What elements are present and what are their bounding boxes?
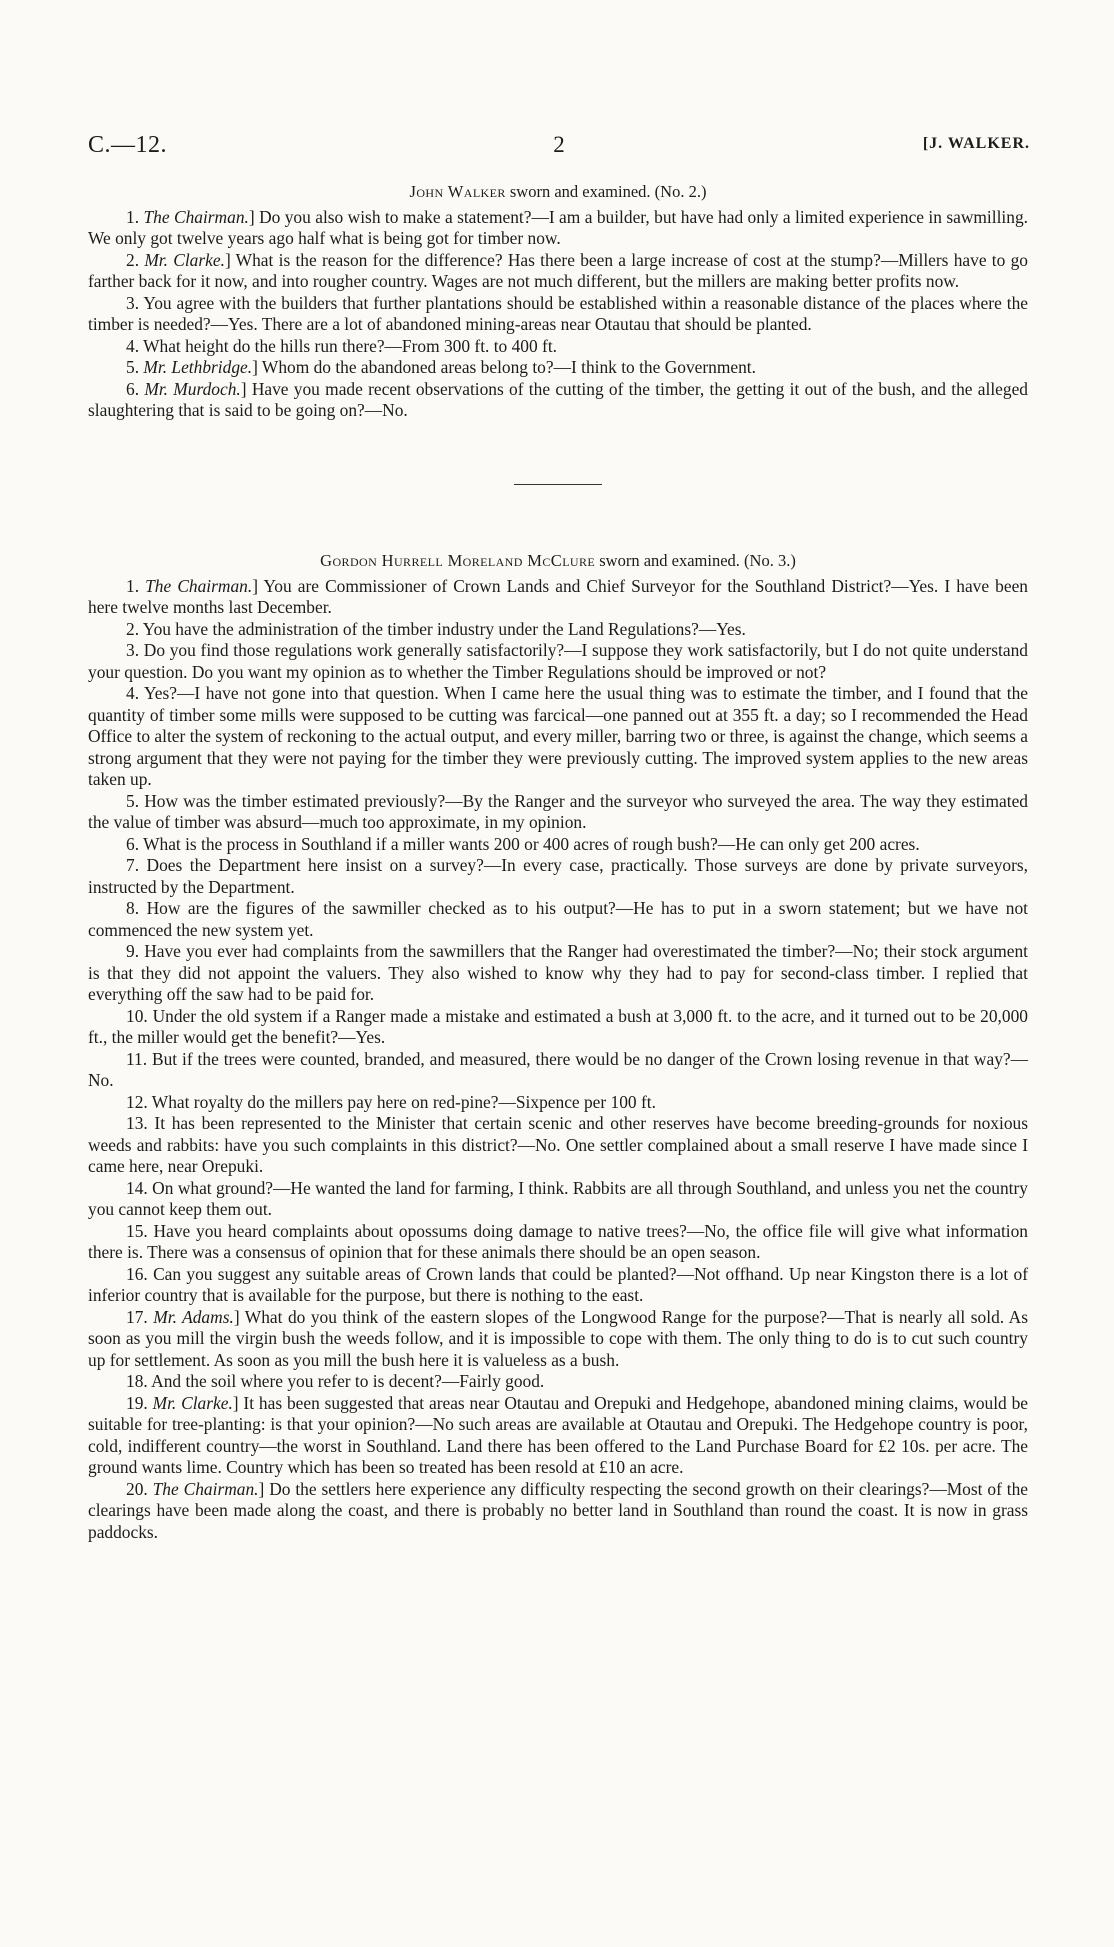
- question-text: ] Do the settlers here experience any difficulty respecting the second growth on their clearings?—Most of the clearings have been made along the coast, and there is probably no better land in Southland than round the coast. It is now in grass paddocks.: [88, 1478, 1028, 1542]
- question-paragraph: [88, 379, 1028, 422]
- question-text: It has been represented to the Minister that certain scenic and other reserves have become breeding-grounds for noxious weeds and rabbits: have you such complaints in this district?—No. One settler complained about a small reserve I have made since I came here, near Orepuki.: [88, 1113, 1028, 1176]
- question-number: 6.: [126, 833, 144, 854]
- question-text: What height do the hills run there?—From 300 ft. to 400 ft.: [143, 335, 557, 356]
- question-number: 2.: [126, 618, 143, 639]
- question-paragraph: [88, 357, 1028, 379]
- question-text: Under the old system if a Ranger made a mistake and estimated a bush at 3,000 ft. to the acre, and it turned out to be 20,000 ft., the miller would get the benefit?—Yes.: [88, 1005, 1028, 1047]
- question-text: ] What is the reason for the difference? Has there been a large increase of cost at the stump?—Millers have to go farther back for it now, and into rougher country. Wages are not much different, but the millers are making better profits now.: [88, 249, 1028, 291]
- question-text: Can you suggest any suitable areas of Crown lands that could be planted?—Not offhand. Up near Kingston there is a lot of inferior country that is available for the purpose, but there is nothing to the east.: [88, 1263, 1028, 1305]
- question-paragraph: [88, 207, 1028, 250]
- question-paragraph: [88, 941, 1028, 1006]
- question-paragraph: [88, 1307, 1028, 1372]
- question-text: ] What do you think of the eastern slopes of the Longwood Range for the purpose?—That is nearly all sold. As soon as you mill the virgin bush the weeds follow, and it is impossible to cope with them. The only thing to do is to cut such country up for settlement. As soon as you mill the bush here it is valueless as a bush.: [88, 1306, 1028, 1370]
- report-code: C.—12.: [88, 132, 168, 158]
- question-text: ] Have you made recent observations of the cutting of the timber, the getting it out of the bush, and the alleged slaughtering that is said to be going on?—No.: [88, 378, 1029, 420]
- question-paragraph: [88, 1178, 1028, 1221]
- question-text: Do you find those regulations work generally satisfactorily?—I suppose they work satisfactorily, but I do not quite understand your question. Do you want my opinion as to whether the Timber Regulations should be improved or not?: [88, 640, 1028, 682]
- title-rest: sworn and examined. (No. 3.): [595, 551, 796, 570]
- question-paragraph: [88, 1049, 1028, 1092]
- speaker-name: Mr. Lethbridge.: [143, 357, 253, 377]
- paragraph-list: [88, 576, 1028, 1544]
- question-paragraph: [88, 336, 1028, 358]
- question-number: 1.: [126, 206, 144, 227]
- question-text: You agree with the builders that further plantations should be established within a reasonable distance of the places where the timber is needed?—Yes. There are a lot of abandoned mining-areas near Otautau that should be planted.: [88, 292, 1029, 334]
- question-text: How are the figures of the sawmiller checked as to his output?—He has to put in a sworn statement; but we have not commenced the new system yet.: [88, 898, 1028, 940]
- title-rest: sworn and examined. (No. 2.): [505, 182, 707, 201]
- speaker-name: The Chairman.: [145, 575, 253, 596]
- speaker-name: The Chairman.: [152, 1478, 259, 1499]
- question-number: 3.: [126, 292, 144, 313]
- question-paragraph: [88, 791, 1028, 834]
- question-number: 5.: [126, 790, 145, 811]
- question-text: Yes?—I have not gone into that question. When I came here the usual thing was to estimate the timber, and I found that the quantity of timber some mills were supposed to be cutting was farcical—one panned out at 355 ft. a day; so I recommended the Head Office to alter the system of reckoning to the actual output, and every miller, barring two or three, is against the change, which seems a strong argument that they were not paying for the timber they were previously cutting. The improved system applies to the new areas taken up.: [88, 683, 1028, 789]
- question-paragraph: [88, 1479, 1028, 1544]
- witness-name: John Walker: [409, 182, 506, 201]
- question-number: 16.: [126, 1263, 154, 1284]
- question-text: And the soil where you refer to is decent?—Fairly good.: [151, 1371, 545, 1391]
- question-number: 4.: [126, 335, 144, 356]
- question-paragraph: [88, 250, 1028, 293]
- question-number: 8.: [126, 898, 147, 918]
- question-paragraph: [88, 1221, 1028, 1264]
- question-number: 18.: [126, 1371, 152, 1391]
- question-text: You have the administration of the timber industry under the Land Regulations?—Yes.: [142, 618, 746, 639]
- page-number: 2: [553, 132, 565, 157]
- question-paragraph: [88, 834, 1028, 856]
- question-number: 1.: [126, 575, 146, 596]
- section-divider: [514, 484, 602, 485]
- question-text: On what ground?—He wanted the land for farming, I think. Rabbits are all through Southland, and unless you net the country you cannot keep them out.: [88, 1177, 1028, 1219]
- speaker-name: Mr. Clarke.: [152, 1392, 233, 1413]
- question-paragraph: [88, 293, 1028, 336]
- question-number: 11.: [126, 1048, 152, 1069]
- question-text: What royalty do the millers pay here on red-pine?—Sixpence per 100 ft.: [151, 1091, 656, 1112]
- question-text: ] Whom do the abandoned areas belong to?—I think to the Government.: [252, 357, 756, 377]
- question-number: 19.: [126, 1392, 153, 1413]
- question-paragraph: [88, 619, 1028, 641]
- speaker-name: The Chairman.: [143, 206, 249, 227]
- question-text: ] Do you also wish to make a statement?—I am a builder, but have had only a limited experience in sawmilling. We only got twelve years ago half what is being got for timber now.: [88, 206, 1029, 248]
- question-text: ] You are Commissioner of Crown Lands and Chief Surveyor for the Southland District?—Yes. I have been here twelve months last December.: [88, 575, 1028, 617]
- question-number: 9.: [126, 941, 145, 961]
- question-paragraph: [88, 1393, 1028, 1479]
- section-john-walker: [88, 181, 1028, 422]
- question-text: Have you ever had complaints from the sawmillers that the Ranger had overestimated the timber?—No; their stock argument is that they did not appoint the valuers. They also wished to know why they had to pay for second-class timber. I replied that everything off the saw had to be paid for.: [88, 941, 1028, 1004]
- question-text: How was the timber estimated previously?—By the Ranger and the surveyor who surveyed the area. The way they estimated the value of timber was absurd—much too approximate, in my opinion.: [88, 790, 1028, 832]
- question-number: 5.: [126, 357, 144, 377]
- question-number: 20.: [126, 1478, 153, 1499]
- question-number: 7.: [126, 855, 147, 875]
- question-paragraph: [88, 1264, 1028, 1307]
- section-title: [88, 181, 1028, 203]
- speaker-name: Mr. Murdoch.: [144, 378, 241, 399]
- question-number: 12.: [126, 1091, 152, 1112]
- question-number: 15.: [126, 1220, 154, 1241]
- section-title: [88, 550, 1028, 572]
- question-text: Does the Department here insist on a survey?—In every case, practically. Those surveys are done by private surveyors, instructed by the Department.: [88, 855, 1029, 897]
- question-paragraph: [88, 1092, 1028, 1114]
- question-number: 2.: [126, 249, 145, 270]
- question-paragraph: [88, 640, 1028, 683]
- question-paragraph: [88, 576, 1028, 619]
- question-number: 14.: [126, 1177, 153, 1198]
- running-head: [J. WALKER.: [922, 135, 1030, 152]
- question-number: 4.: [126, 683, 144, 703]
- section-mcclure: [88, 550, 1028, 1543]
- question-number: 10.: [126, 1005, 153, 1026]
- paragraph-list: [88, 207, 1028, 422]
- question-number: 17.: [126, 1306, 154, 1327]
- question-number: 13.: [126, 1113, 155, 1133]
- question-number: 3.: [126, 640, 144, 660]
- speaker-name: Mr. Adams.: [153, 1306, 234, 1327]
- question-text: What is the process in Southland if a miller wants 200 or 400 acres of rough bush?—He can only get 200 acres.: [143, 833, 920, 854]
- question-paragraph: [88, 855, 1028, 898]
- question-text: ] It has been suggested that areas near Otautau and Orepuki and Hedgehope, abandoned mining claims, would be suitable for tree-planting: is that your opinion?—No such areas are available at Otautau and Orepuki. The Hedgehope country is poor, cold, indifferent country—the worst in Southland. Land there has been offered to the Land Purchase Board for £2 10s. per acre. The ground wants lime. Country which has been so treated has been resold at £10 an acre.: [88, 1392, 1028, 1477]
- question-paragraph: [88, 683, 1028, 791]
- speaker-name: Mr. Clarke.: [144, 249, 225, 270]
- question-paragraph: [88, 898, 1028, 941]
- question-text: Have you heard complaints about opossums doing damage to native trees?—No, the office file will give what information there is. There was a consensus of opinion that for these animals there should be an open season.: [88, 1220, 1028, 1262]
- question-text: But if the trees were counted, branded, and measured, there would be no danger of the Crown losing revenue in that way?—No.: [88, 1048, 1028, 1090]
- question-number: 6.: [126, 378, 145, 399]
- question-paragraph: [88, 1371, 1028, 1393]
- question-paragraph: [88, 1113, 1028, 1178]
- page-header: [88, 132, 1030, 162]
- question-paragraph: [88, 1006, 1028, 1049]
- witness-name: Gordon Hurrell Moreland McClure: [320, 551, 596, 570]
